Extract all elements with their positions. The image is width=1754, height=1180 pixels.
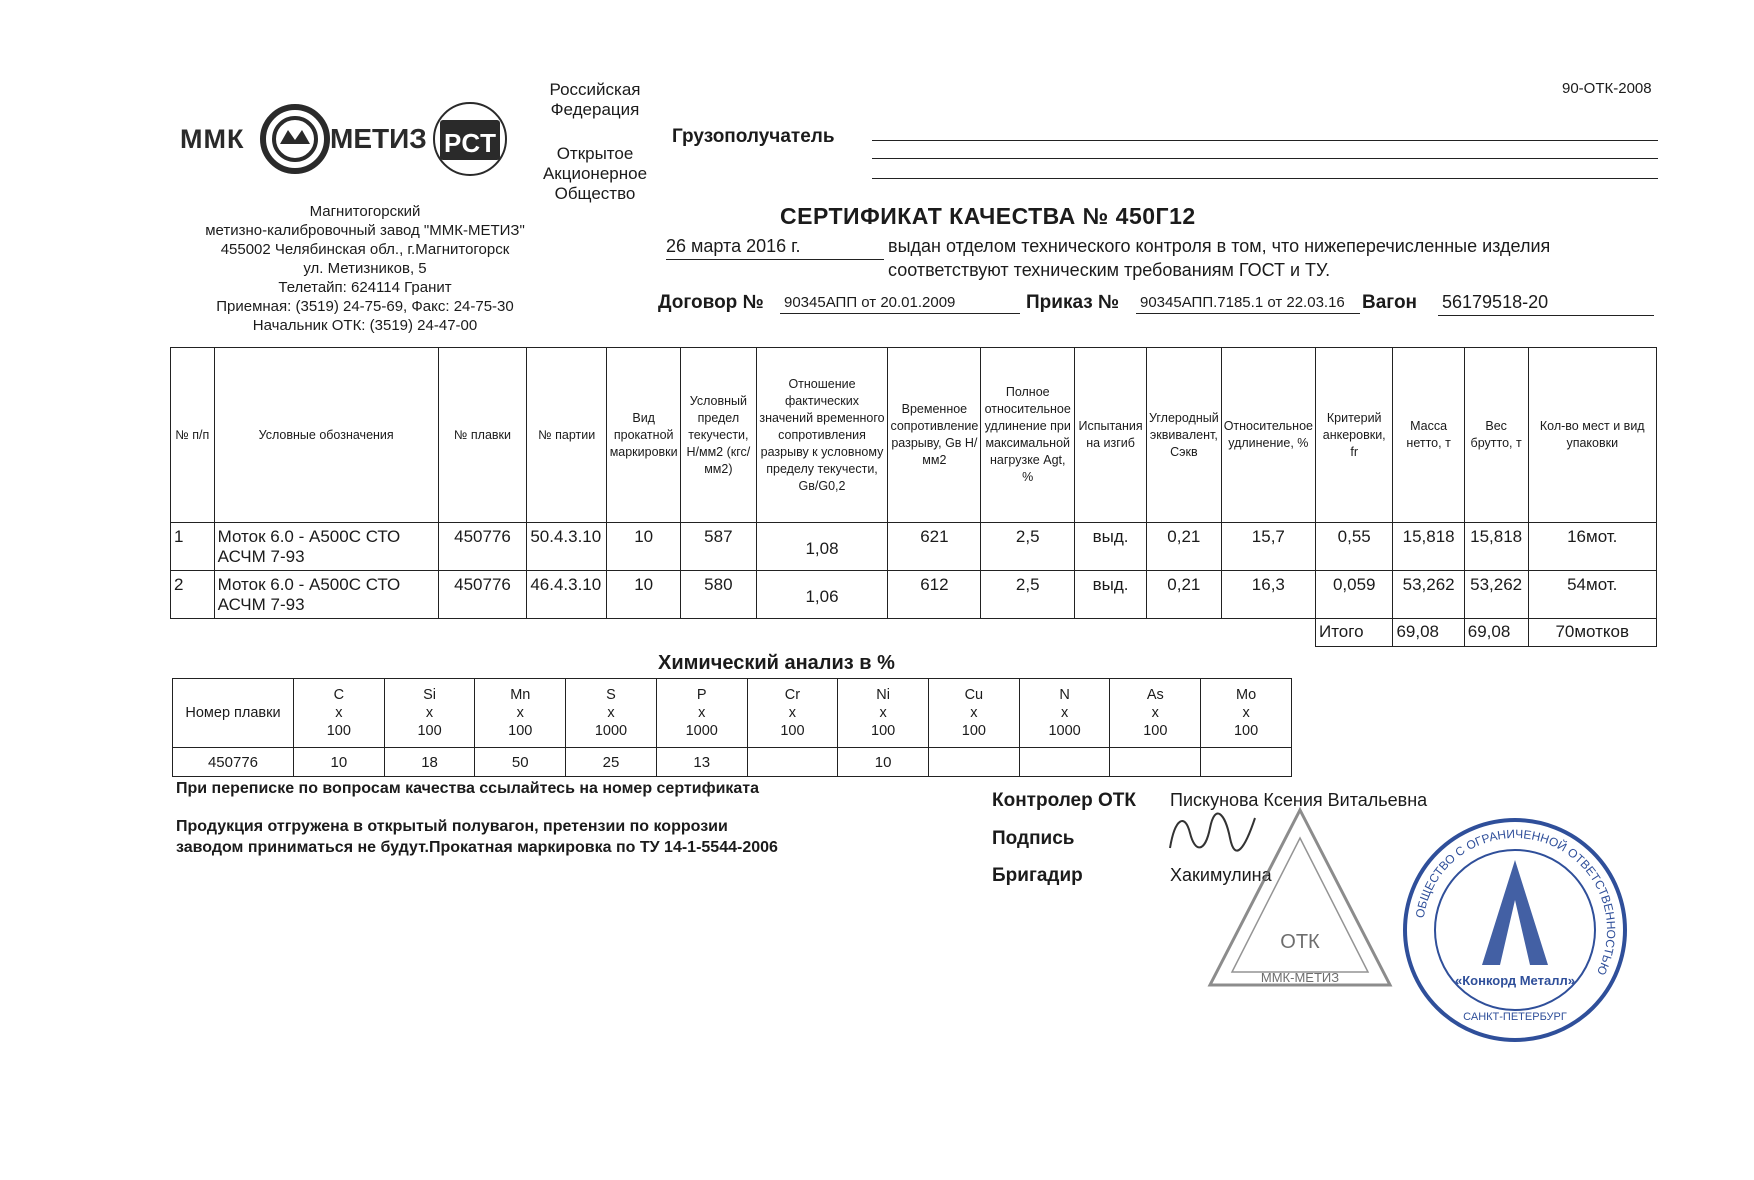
table-header-cell: Отношение фактических значений временного сопротивления разрыву к условному пределу текучести, Gв/G0,2	[756, 348, 888, 523]
chem-cell: 10	[293, 748, 384, 777]
correspondence-notice: При переписке по вопросам качества ссылайтесь на номер сертификата	[176, 780, 760, 797]
table-header-cell: Полное относительное удлинение при максимальной нагрузке Agt, %	[981, 348, 1075, 523]
chem-cell: 18	[384, 748, 475, 777]
table-header-cell: Условные обозначения	[214, 348, 438, 523]
shipping-notice-line-1: Продукция отгружена в открытый полувагон, претензии по коррозии	[176, 818, 728, 835]
chem-row	[173, 748, 1292, 777]
country-line-2: Федерация	[550, 100, 640, 119]
order-label: Приказ №	[1026, 292, 1120, 313]
table-cell: 0,21	[1147, 571, 1222, 619]
table-cell: 1	[171, 523, 215, 571]
table-cell: 587	[681, 523, 756, 571]
chem-element: C	[333, 687, 345, 703]
company-form-line-1: Открытое	[556, 144, 634, 163]
table-cell: 46.4.3.10	[527, 571, 607, 619]
foreman-name: Хакимулина	[1170, 865, 1272, 885]
contract-value: 90345АПП от 20.01.2009	[780, 294, 1020, 314]
table-cell: 1,06	[756, 571, 888, 619]
consignee-line-1	[872, 140, 1658, 141]
company-line: Приемная: (3519) 24-75-69, Факс: 24-75-30	[216, 298, 514, 315]
chem-mult: 100	[326, 723, 351, 739]
table-header-cell: Относительное удлинение, %	[1221, 348, 1315, 523]
chem-mult: 100	[1143, 723, 1168, 739]
table-cell: 15,7	[1221, 523, 1315, 571]
table-header-cell: Испытания на изгиб	[1075, 348, 1147, 523]
consignee-line-3	[872, 178, 1658, 179]
table-cell: 16мот.	[1528, 523, 1657, 571]
otk-stamp-bottom: ММК-МЕТИЗ	[1260, 970, 1340, 985]
company-form-line-3: Общество	[554, 184, 636, 203]
company-line: метизно-калибровочный завод "ММК-МЕТИЗ"	[205, 222, 525, 239]
chem-mult: 100	[1233, 723, 1259, 739]
table-cell: 2	[171, 571, 215, 619]
chem-analysis-table	[172, 678, 1292, 777]
chem-header-row	[173, 679, 1292, 748]
table-row	[171, 571, 1657, 619]
table-cell: 50.4.3.10	[527, 523, 607, 571]
chem-element: Cu	[964, 687, 984, 703]
table-cell: 580	[681, 571, 756, 619]
chem-mult: 1000	[594, 723, 628, 739]
controller-label: Контролер ОТК	[992, 790, 1136, 811]
chem-element: P	[696, 687, 707, 703]
table-header-cell: Масса нетто, т	[1393, 348, 1464, 523]
chem-x: x	[788, 705, 797, 721]
chem-element: Cr	[784, 687, 801, 703]
chem-cell	[1201, 748, 1292, 777]
table-header-cell: № плавки	[438, 348, 527, 523]
controller-name: Пискунова Ксения Витальевна	[1170, 790, 1428, 810]
chem-cell	[747, 748, 838, 777]
table-header-cell: Условный предел текучести, Н/мм2 (кгс/мм2)	[681, 348, 756, 523]
chem-mult: 100	[508, 723, 533, 739]
chem-element: S	[606, 687, 616, 703]
certificate-title: СЕРТИФИКАТ КАЧЕСТВА № 450Г12	[780, 203, 1196, 229]
table-cell: 0,55	[1315, 523, 1392, 571]
chem-mult: 100	[871, 723, 896, 739]
chem-analysis-title: Химический анализ в %	[658, 652, 895, 674]
wagon-label: Вагон	[1362, 292, 1418, 313]
table-cell: 621	[888, 523, 981, 571]
table-cell: 53,262	[1464, 571, 1528, 619]
chem-cell: 25	[566, 748, 657, 777]
chem-element: Mn	[510, 687, 531, 703]
chem-mult: 100	[417, 723, 442, 739]
consignee-line-2	[872, 158, 1658, 159]
company-line: Телетайп: 624114 Гранит	[278, 279, 452, 296]
order-value: 90345АПП.7185.1 от 22.03.16	[1136, 294, 1360, 314]
table-cell: 15,818	[1464, 523, 1528, 571]
table-cell: 53,262	[1393, 571, 1464, 619]
table-header-cell: № п/п	[171, 348, 215, 523]
chem-x: x	[879, 705, 887, 721]
company-form-line-2: Акционерное	[542, 164, 648, 183]
table-cell: 15,818	[1393, 523, 1464, 571]
chem-x: x	[1060, 705, 1069, 721]
table-cell: 0,059	[1315, 571, 1392, 619]
chem-x: x	[1151, 705, 1159, 721]
table-cell: 10	[607, 523, 681, 571]
table-header-row	[171, 348, 1657, 523]
company-line: Магнитогорский	[309, 203, 421, 220]
total-gross: 69,08	[1464, 619, 1528, 647]
mmk-metiz-logo-graphic	[180, 100, 560, 210]
chem-element-header	[566, 679, 657, 748]
chem-mult: 1000	[685, 723, 718, 739]
document-code: 90-ОТК-2008	[1562, 80, 1652, 97]
chem-mult: 100	[780, 723, 805, 739]
chem-element-header	[929, 679, 1020, 748]
table-cell: 0,21	[1147, 523, 1222, 571]
company-form-text	[530, 144, 660, 204]
logo-left-text: ММК	[180, 124, 245, 154]
cert-mark-letters: PCT	[444, 128, 496, 158]
table-row	[171, 523, 1657, 571]
table-header-cell: Кол-во мест и вид упаковки	[1528, 348, 1657, 523]
chem-x: x	[516, 705, 524, 721]
chem-element-header	[1201, 679, 1292, 748]
table-cell: 1,08	[756, 523, 888, 571]
table-cell: 16,3	[1221, 571, 1315, 619]
chem-mult: 1000	[1048, 723, 1081, 739]
round-stamp-name: «Конкорд Металл»	[1455, 973, 1575, 988]
table-cell: 612	[888, 571, 981, 619]
chem-element-header	[1019, 679, 1110, 748]
total-places: 70мотков	[1528, 619, 1657, 647]
chem-mult: 100	[961, 723, 986, 739]
table-header-cell: Временное сопротивление разрыву, Gв Н/мм2	[888, 348, 981, 523]
chem-heat-label: Номер плавки	[173, 679, 294, 748]
company-round-stamp-icon	[1400, 815, 1630, 1045]
chem-cell	[1019, 748, 1110, 777]
table-cell: 2,5	[981, 523, 1075, 571]
table-header-cell: Критерий анкеровки, fr	[1315, 348, 1392, 523]
chem-cell	[1110, 748, 1201, 777]
cert-mark-icon	[434, 103, 506, 175]
chem-x: x	[335, 705, 343, 721]
logo-right-text: МЕТИЗ	[330, 123, 427, 154]
table-total-row	[171, 619, 1657, 647]
round-stamp-ring-text: ОБЩЕСТВО С ОГРАНИЧЕННОЙ ОТВЕТСТВЕННОСТЬЮ	[1412, 826, 1619, 978]
table-cell: Моток 6.0 - А500С СТО АСЧМ 7-93	[214, 571, 438, 619]
chem-element-header	[747, 679, 838, 748]
contract-row	[658, 290, 1658, 320]
table-cell: 450776	[438, 523, 527, 571]
chem-element: Si	[423, 687, 436, 703]
chem-cell: 10	[838, 748, 929, 777]
chem-element: Mo	[1236, 687, 1257, 703]
table-cell: Моток 6.0 - А500С СТО АСЧМ 7-93	[214, 523, 438, 571]
shipping-notice-line-2: заводом приниматься не будут.Прокатная маркировка по ТУ 14-1-5544-2006	[176, 839, 778, 856]
chem-element-header	[293, 679, 384, 748]
company-line: 455002 Челябинская обл., г.Магнитогорск	[220, 241, 510, 258]
total-net: 69,08	[1393, 619, 1464, 647]
chem-x: x	[970, 705, 978, 721]
table-cell: выд.	[1075, 571, 1147, 619]
chem-element-header	[475, 679, 566, 748]
chem-element-header	[384, 679, 475, 748]
chem-element-header	[838, 679, 929, 748]
company-address-block	[175, 202, 555, 335]
certificate-date: 26 марта 2016 г.	[666, 236, 884, 260]
contract-label: Договор №	[658, 292, 764, 313]
chem-cell: 450776	[173, 748, 294, 777]
chem-element-header	[1110, 679, 1201, 748]
chem-element-header	[656, 679, 747, 748]
table-header-cell: Углеродный эквивалент, Сэкв	[1147, 348, 1222, 523]
foreman-label: Бригадир	[992, 865, 1083, 886]
chem-cell: 13	[656, 748, 747, 777]
consignee-label: Грузополучатель	[672, 126, 835, 147]
chem-x: x	[607, 705, 615, 721]
total-label: Итого	[1315, 619, 1392, 647]
table-cell: выд.	[1075, 523, 1147, 571]
country-text	[530, 80, 660, 120]
chem-x: x	[1242, 705, 1250, 721]
shipping-notice	[176, 816, 896, 858]
chem-x: x	[425, 705, 434, 721]
table-cell: 10	[607, 571, 681, 619]
products-table	[170, 347, 1657, 647]
table-total-spacer	[171, 619, 1316, 647]
round-stamp-city: САНКТ-ПЕТЕРБУРГ	[1463, 1011, 1567, 1023]
chem-cell: 50	[475, 748, 566, 777]
table-cell: 2,5	[981, 571, 1075, 619]
table-cell: 450776	[438, 571, 527, 619]
chem-cell	[929, 748, 1020, 777]
company-line: Начальник ОТК: (3519) 24-47-00	[252, 317, 478, 334]
chem-element: As	[1146, 687, 1164, 703]
otk-stamp-text: ОТК	[1280, 931, 1320, 953]
company-line: ул. Метизников, 5	[303, 260, 427, 277]
table-header-cell: Вид прокатной маркировки	[607, 348, 681, 523]
table-header-cell: № партии	[527, 348, 607, 523]
otk-stamp-icon	[1200, 800, 1400, 1000]
wagon-value: 56179518-20	[1438, 292, 1654, 316]
chem-element: N	[1059, 687, 1070, 703]
chem-x: x	[698, 705, 706, 721]
table-header-cell: Вес брутто, т	[1464, 348, 1528, 523]
chem-element: Ni	[876, 687, 890, 703]
sign-label: Подпись	[992, 828, 1075, 849]
table-cell: 54мот.	[1528, 571, 1657, 619]
country-line-1: Российская	[549, 80, 641, 99]
certificate-statement: выдан отделом технического контроля в том, что нижеперечисленные изделия соответствуют техническим требованиям ГОСТ и ТУ.	[888, 236, 1551, 280]
